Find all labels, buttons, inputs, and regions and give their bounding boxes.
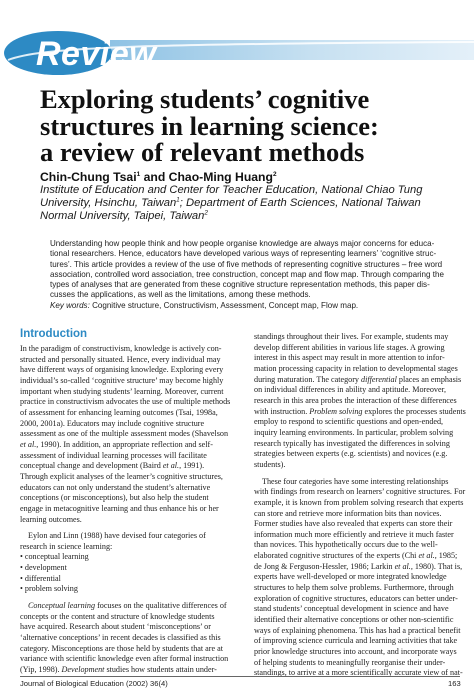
page-number: 163 xyxy=(448,679,461,688)
journal-citation: Journal of Biological Education (2002) 36(4) xyxy=(20,679,168,688)
title-line: a review of relevant methods xyxy=(40,137,365,167)
keywords: Key words: Cognitive structure, Constructivism, Assessment, Concept map, Flow map. xyxy=(50,300,359,310)
list-item: • development xyxy=(20,563,238,574)
list-item: • problem solving xyxy=(20,584,238,595)
author-name: Chao-Ming Huang xyxy=(168,170,273,184)
article-title xyxy=(40,86,460,166)
abstract: Understanding how people think and how people organise knowledge are always major concerns for educa- tional researchers. Hence, educators have developed various ways of representing learners’ ‘cognitive struc- tures’. This article provides a review of the use of five methods of representing cognitive structures – free word association, controlled word association, tree construction, concept map and flow map. Through comparing the types of analyses that are generated from these cognitive structure representation methods, this paper dis- cusses the applications, as well as the limitations, among these methods. Key words: Cognitive structure, Constructivism, Assessment, Concept map, Flow map. xyxy=(50,239,460,311)
review-label: Review xyxy=(36,35,157,73)
body-column-left: In the paradigm of constructivism, knowledge is actively con- structed and personally situated. Hence, every individual may have different ways of organising knowledge. Exploring every individual’s so-called ‘cognitive structure’ may become highly important when studying students’ learning. Moreover, current practice in constructivism advocates the use of multiple methods of assessment for enhancing learning outcomes (Tsai, 1998a, 2000, 2001a). Educators may include cognitive structure assessment as one of the multiple assessment modes (Shavelson et al., 1990). In addition, an appropriate reflection and self- assessment of individual learning processes will facilitate conceptual change and development (Baird et al., 1991). Through explicit analyses of the learner’s cognitive structures, educators can not only understand the student’s alternative conceptions (or misconceptions), but also help the student engage in metacognitive learning and thus enhance his or her learning outcomes. Eylon and Linn (1988) have devised four categories of research in science learning: • conceptual learning • development • differential • problem solving Conceptual learning focuses on the qualitative differences of concepts or the content and structure of knowledge students have acquired. Research about student ‘misconceptions’ or ‘alternative conceptions’ in recent decades is classified as this category. Misconceptions are those held by students that are at variance with scientific knowledge even after formal instruction (Yip, 1998). Development studies how students attain under- xyxy=(20,344,238,676)
title-line: Exploring students’ cognitive xyxy=(40,84,370,114)
list-item: • conceptual learning xyxy=(20,552,238,563)
footer-divider xyxy=(20,676,460,677)
title-line: structures in learning science: xyxy=(40,110,379,141)
affiliation: Institute of Education and Center for Teacher Education, National Chiao Tung University, Hsinchu, Taiwan$^1$; Department of Earth Sciences, National Taiwan Normal University, Taipei, Taiwan$^2$ xyxy=(40,184,423,223)
author-name: Chin-Chung Tsai xyxy=(40,170,137,184)
section-heading: Introduction xyxy=(20,328,88,340)
body-column-right: standings throughout their lives. For example, students may develop different abilities in various life stages. A growing interest in this aspect may result in more attention to infor- mation processing capacity in relation to developmental stages during maturation. The category differential places an emphasis on individual differences in ability and aptitude. Moreover, research in this area probes the interaction of these differences with instruction. Problem solving explores the processes students employ to respond to scientific questions and open-ended, inquiry learning environments. In particular, problem solving research typically has investigated the differences in solving strategies between experts (e.g. scientists) and novices (e.g. students). These four categories have some interesting relationships with findings from research on learners’ cognitive structures. For example, it is known from problem solving research that experts can store and retrieve more information bits than novices. Former studies have also revealed that experts can store their information much more efficiently and retrieve it much faster than novices. This hypothetically occurs due to the well- elaborated cognitive structures of the experts (Chi et al., 1985; de Jong & Ferguson-Hessler, 1986; Larkin et al., 1980). That is, experts have well-developed or more integrated knowledge structures to help them solve problems. Furthermore, through exploration of cognitive structures, educators can better under- stand students’ conceptual development in science and have identified their alternative conceptions or other non-scientific ways of explaining phenomena. This has had a practical benefit of improving science curricula and learning activities that take prior knowledge structures into account, and incorporate ways of helping students to meaningfully reorganise their under- standings, to arrive at a more scientifically accurate view of nat- xyxy=(254,332,466,678)
author-line: Chin-Chung Tsai$^1$ and Chao-Ming Huang$^2$ xyxy=(40,170,277,184)
list-item: • differential xyxy=(20,574,238,585)
